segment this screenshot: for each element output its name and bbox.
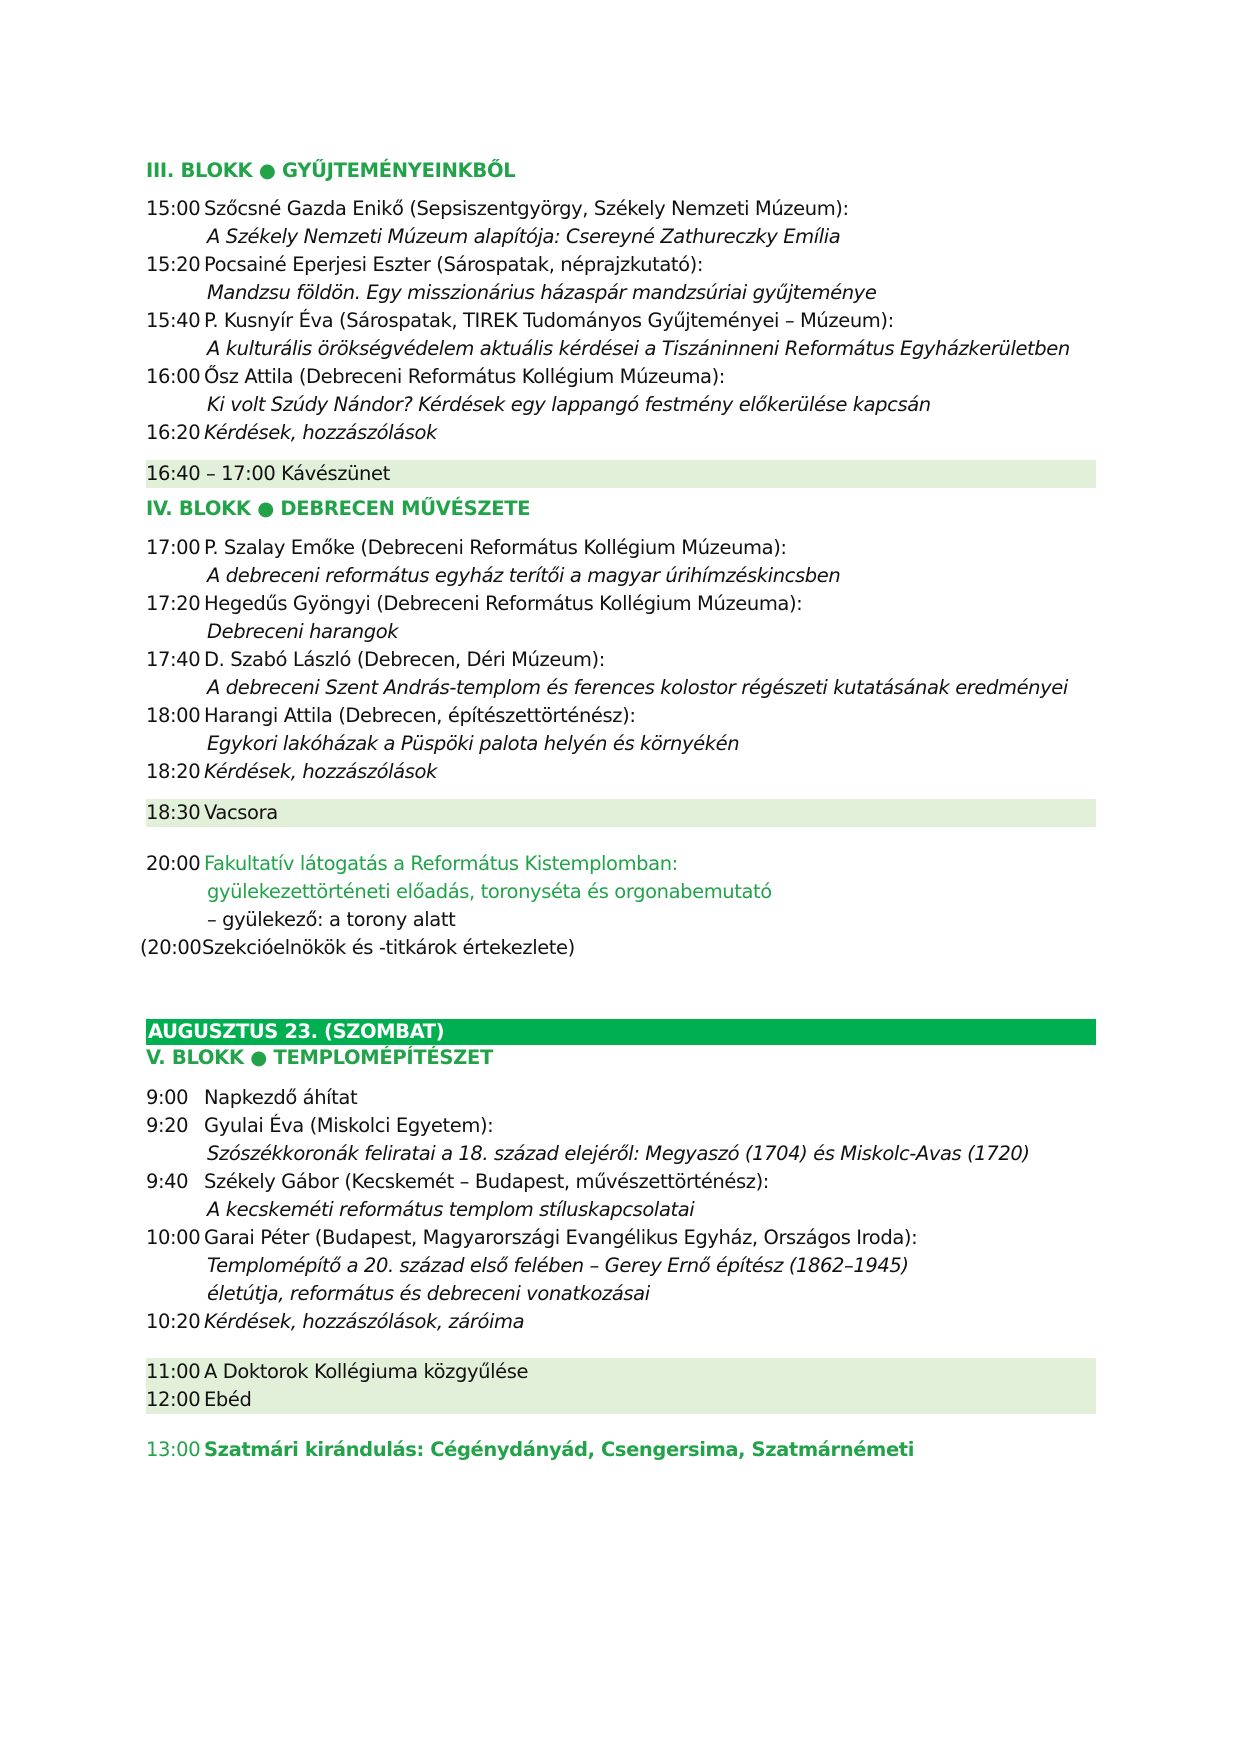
session-time: 15:40 — [146, 309, 201, 332]
session-speaker: Garai Péter (Budapest, Magyarországi Evangélikus Egyház, Országos Iroda): — [204, 1226, 918, 1249]
session-row — [146, 251, 1096, 279]
session-speaker: P. Kusnyír Éva (Sárospatak, TIREK Tudományos Gyűjteményei – Múzeum): — [204, 309, 894, 332]
dinner-text: Vacsora — [204, 801, 278, 824]
session-speaker: D. Szabó László (Debrecen, Déri Múzeum): — [204, 648, 605, 671]
evening-meeting-point: – gyülekező: a torony alatt — [207, 908, 456, 931]
excursion-text: Szatmári kirándulás: Cégénydányád, Csengersima, Szatmárnémeti — [204, 1438, 914, 1461]
discussion-label: Kérdések, hozzászólások — [204, 421, 437, 444]
session-row — [146, 1224, 1096, 1252]
session-row — [146, 1168, 1096, 1196]
assembly-time: 11:00 — [146, 1360, 201, 1383]
session-row — [146, 363, 1096, 391]
session-time: 15:20 — [146, 253, 201, 276]
dinner-time: 18:30 — [146, 801, 201, 824]
evening-time: 20:00 — [146, 852, 201, 875]
session-time: 9:00 — [146, 1086, 189, 1109]
session-row — [146, 534, 1096, 562]
session-time: 9:40 — [146, 1170, 189, 1193]
session-talk: A kulturális örökségvédelem aktuális kérdései a Tiszáninneni Református Egyházkerületben — [207, 337, 1070, 360]
session-row — [146, 307, 1096, 335]
program-content — [140, 158, 1096, 1464]
chairs-meeting-row — [140, 934, 1096, 962]
lunch-text: Ebéd — [204, 1388, 252, 1411]
excursion-time: 13:00 — [146, 1438, 201, 1461]
block-4-title: IV. BLOKK ● DEBRECEN MŰVÉSZETE — [146, 497, 531, 520]
lunch-band — [146, 1386, 1096, 1414]
chairs-meeting-time: (20:00 — [140, 936, 202, 959]
session-talk: Templomépítő a 20. század első felében – Gerey Ernő építész (1862–1945) — [207, 1254, 909, 1277]
opening-row — [146, 1084, 1096, 1112]
session-speaker: Harangi Attila (Debrecen, építészettörténész): — [204, 704, 636, 727]
session-talk: A kecskeméti református templom stíluskapcsolatai — [207, 1198, 695, 1221]
day-header-label: AUGUSZTUS 23. (SZOMBAT) — [148, 1020, 445, 1043]
session-time: 9:20 — [146, 1114, 189, 1137]
discussion-label: Kérdések, hozzászólások — [204, 760, 437, 783]
discussion-row — [146, 1308, 1096, 1336]
coffee-break-band — [146, 460, 1096, 488]
session-speaker: P. Szalay Emőke (Debreceni Református Kollégium Múzeuma): — [204, 536, 787, 559]
excursion-row — [146, 1436, 1096, 1464]
evening-visit: Fakultatív látogatás a Református Kistemplomban: — [204, 852, 678, 875]
chairs-meeting-text: Szekcióelnökök és -titkárok értekezlete) — [202, 936, 575, 959]
assembly-text: A Doktorok Kollégiuma közgyűlése — [204, 1360, 529, 1383]
session-speaker: Hegedűs Gyöngyi (Debreceni Református Kollégium Múzeuma): — [204, 592, 803, 615]
session-time: 16:20 — [146, 421, 201, 444]
session-talk: A debreceni református egyház terítői a magyar úrihímzéskincsben — [207, 564, 841, 587]
session-row — [146, 1112, 1096, 1140]
session-talk: Debreceni harangok — [207, 620, 399, 643]
block-5-title: V. BLOKK ● TEMPLOMÉPÍTÉSZET — [146, 1046, 493, 1069]
discussion-label: Kérdések, hozzászólások, záróima — [204, 1310, 525, 1333]
session-talk: Egykori lakóházak a Püspöki palota helyén és környékén — [207, 732, 740, 755]
session-time: 18:00 — [146, 704, 201, 727]
session-time: 16:00 — [146, 365, 201, 388]
discussion-row — [146, 419, 1096, 447]
session-time: 18:20 — [146, 760, 201, 783]
session-talk: A debreceni Szent András-templom és ferences kolostor régészeti kutatásának eredményei — [207, 676, 1068, 699]
session-talk: Ki volt Szúdy Nándor? Kérdések egy lappangó festmény előkerülése kapcsán — [207, 393, 931, 416]
dinner-band — [146, 799, 1096, 827]
session-speaker: Székely Gábor (Kecskemét – Budapest, művészettörténész): — [204, 1170, 769, 1193]
coffee-break-text: 16:40 – 17:00 Kávészünet — [146, 462, 390, 485]
lunch-time: 12:00 — [146, 1388, 201, 1411]
session-speaker: Pocsainé Eperjesi Eszter (Sárospatak, néprajzkutató): — [204, 253, 704, 276]
block-3-title: III. BLOKK ● GYŰJTEMÉNYEINKBŐL — [146, 159, 516, 182]
session-time: 17:00 — [146, 536, 201, 559]
session-row — [146, 195, 1096, 223]
day-header-bar — [146, 1019, 1096, 1045]
session-talk-continued: életútja, református és debreceni vonatkozásai — [207, 1282, 650, 1305]
session-time: 17:20 — [146, 592, 201, 615]
opening-text: Napkezdő áhítat — [204, 1086, 358, 1109]
session-time: 15:00 — [146, 197, 201, 220]
session-time: 17:40 — [146, 648, 201, 671]
assembly-band — [146, 1358, 1096, 1386]
evening-row — [146, 850, 1096, 878]
session-talk: Mandzsu földön. Egy misszionárius házaspár mandzsúriai gyűjteménye — [207, 281, 877, 304]
discussion-row — [146, 758, 1096, 786]
session-time: 10:20 — [146, 1310, 201, 1333]
session-row — [146, 702, 1096, 730]
session-row — [146, 646, 1096, 674]
evening-program: gyülekezettörténeti előadás, toronyséta és orgonabemutató — [207, 880, 772, 903]
session-talk: A Székely Nemzeti Múzeum alapítója: Csereyné Zathureczky Emília — [207, 225, 841, 248]
session-row — [146, 590, 1096, 618]
session-speaker: Ősz Attila (Debreceni Református Kollégium Múzeuma): — [204, 365, 725, 388]
session-talk: Szószékkoronák feliratai a 18. század elejéről: Megyaszó (1704) és Miskolc-Avas (1720) — [207, 1142, 1030, 1165]
session-speaker: Gyulai Éva (Miskolci Egyetem): — [204, 1114, 494, 1137]
session-speaker: Szőcsné Gazda Enikő (Sepsiszentgyörgy, Székely Nemzeti Múzeum): — [204, 197, 849, 220]
session-time: 10:00 — [146, 1226, 201, 1249]
